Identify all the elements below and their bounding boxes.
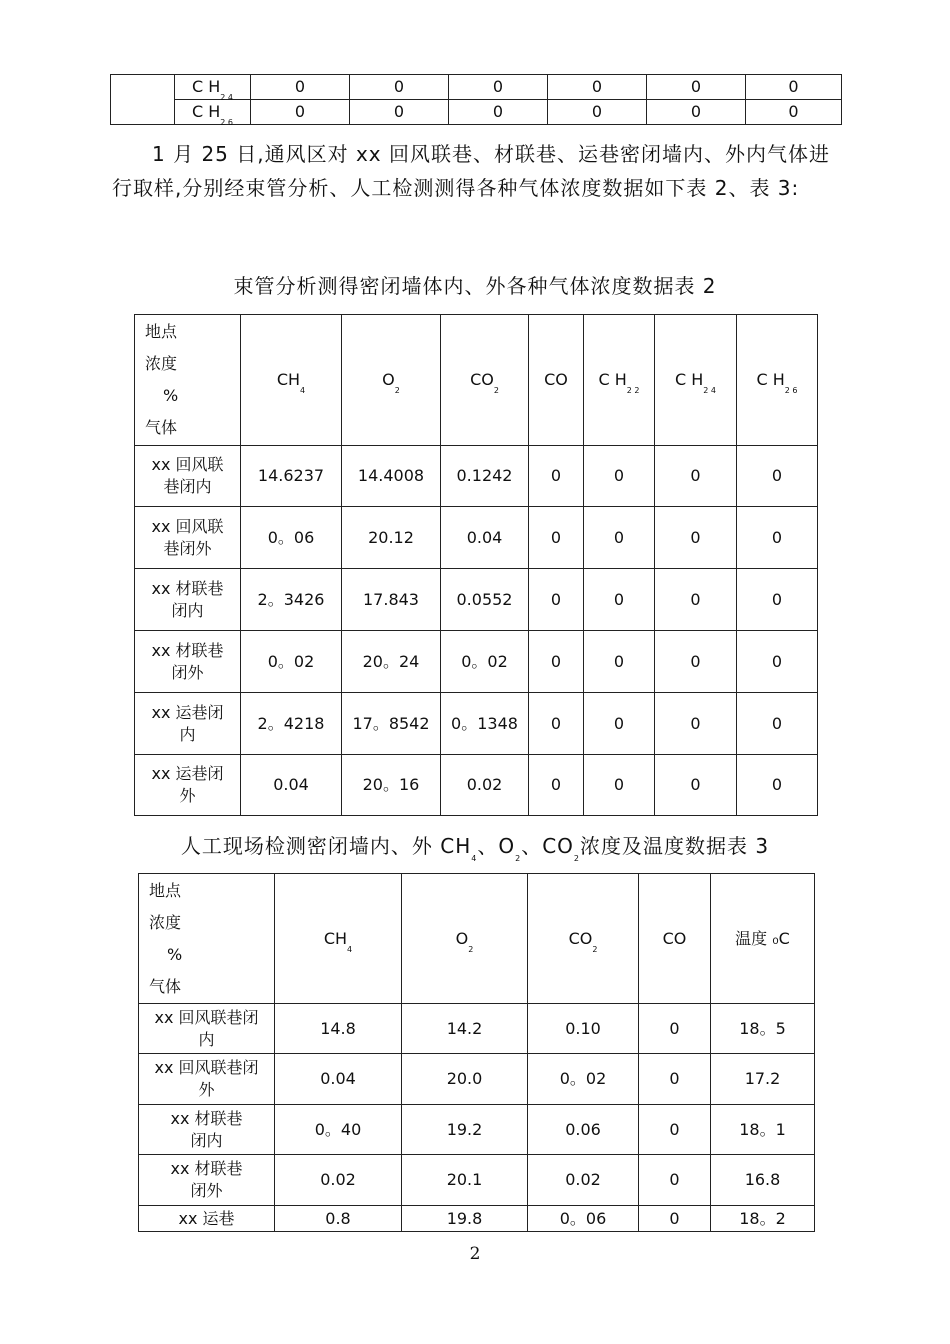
table-cell: 14.2: [402, 1004, 528, 1054]
table-cell: 0: [655, 755, 737, 816]
table-cell: 0: [529, 755, 584, 816]
table-cell: 0。02: [241, 631, 342, 693]
table-cell: 0: [251, 100, 350, 125]
table-cell: 0: [639, 1105, 711, 1155]
table-cell: 20.0: [402, 1054, 528, 1105]
location-cell: xx 回风联巷闭 外: [139, 1054, 275, 1105]
column-header: $CO_2$: [528, 874, 639, 1004]
table-cell: 2。4218: [241, 693, 342, 755]
table-cell: 0。40: [275, 1105, 402, 1155]
table-cell: 0: [449, 75, 548, 100]
table-cell: 0: [529, 693, 584, 755]
table-cell: 18。5: [711, 1004, 815, 1054]
table-cell: [111, 75, 175, 125]
location-cell: xx 运巷闭 内: [135, 693, 241, 755]
table-cell: 0.0552: [441, 569, 529, 631]
page-number: 2: [469, 1244, 481, 1264]
table-cell: 0。02: [441, 631, 529, 693]
column-header: $CH_4$: [275, 874, 402, 1004]
table-cell: 0: [548, 75, 647, 100]
table-cell: 0: [529, 631, 584, 693]
location-cell: xx 材联巷 闭外: [135, 631, 241, 693]
gas-label: C $H_{2 6}$: [175, 100, 251, 125]
table3-caption: 人工现场检测密闭墙内、外 $CH_4$、$O_2$、$CO_2$浓度及温度数据表 3: [180, 834, 770, 863]
table-cell: 18。1: [711, 1105, 815, 1155]
table-row: [139, 1105, 815, 1155]
location-cell: xx 回风联 巷闭外: [135, 507, 241, 569]
table-cell: 0: [584, 507, 655, 569]
table-cell: 0: [251, 75, 350, 100]
table-cell: 0: [548, 100, 647, 125]
table-cell: 17.843: [342, 569, 441, 631]
column-header: C $H_{2 4}$: [655, 315, 737, 446]
table2-caption: 束管分析测得密闭墙体内、外各种气体浓度数据表 2: [233, 274, 717, 298]
table-cell: 0: [584, 693, 655, 755]
table-cell: 0。06: [528, 1206, 639, 1232]
table-cell: 0: [746, 75, 842, 100]
location-cell: xx 回风联 巷闭内: [135, 446, 241, 507]
table-row: [111, 75, 842, 100]
table-cell: 0: [655, 693, 737, 755]
column-header: CO: [529, 315, 584, 446]
top-table: [110, 74, 842, 125]
table-row: [135, 446, 818, 507]
body-paragraph: 1 月 25 日,通风区对 xx 回风联巷、材联巷、运巷密闭墙内、外内气体进行取样,分别经束管分析、人工检测测得各种气体浓度数据如下表 2、表 3:: [112, 142, 830, 200]
location-cell: xx 材联巷 闭内: [135, 569, 241, 631]
column-header: C $H_{2 2}$: [584, 315, 655, 446]
location-cell: xx 运巷: [139, 1206, 275, 1232]
table-cell: 14.6237: [241, 446, 342, 507]
table-cell: 16.8: [711, 1155, 815, 1206]
table-cell: 17.2: [711, 1054, 815, 1105]
table2: [134, 314, 818, 816]
table-cell: 0.8: [275, 1206, 402, 1232]
table-cell: 0: [655, 631, 737, 693]
table-cell: 0: [655, 507, 737, 569]
table-cell: 0: [737, 507, 818, 569]
location-cell: xx 材联巷 闭内: [139, 1105, 275, 1155]
table-cell: 0: [737, 755, 818, 816]
table-cell: 20。16: [342, 755, 441, 816]
table-cell: 14.8: [275, 1004, 402, 1054]
table-cell: 0.06: [528, 1105, 639, 1155]
table-cell: 0.1242: [441, 446, 529, 507]
table-row: [135, 755, 818, 816]
table-cell: 0: [639, 1054, 711, 1105]
table-row: [111, 100, 842, 125]
column-header: $O_2$: [402, 874, 528, 1004]
table-cell: 0: [584, 755, 655, 816]
table-cell: 0: [529, 507, 584, 569]
table-row: [135, 631, 818, 693]
table-cell: 0。1348: [441, 693, 529, 755]
column-header: $CH_4$: [241, 315, 342, 446]
table-cell: 0: [350, 100, 449, 125]
table3: [138, 873, 815, 1232]
column-header: CO: [639, 874, 711, 1004]
table-row: [139, 1054, 815, 1105]
table-row: [139, 1155, 815, 1206]
header-corner-cell: 地点 浓度 % 气体: [139, 874, 275, 1004]
table-cell: 20.1: [402, 1155, 528, 1206]
table-row: [135, 507, 818, 569]
table-header-row: [135, 315, 818, 446]
table-header-row: [139, 874, 815, 1004]
table-cell: 0: [737, 446, 818, 507]
table-cell: 0.02: [528, 1155, 639, 1206]
table-cell: 0: [350, 75, 449, 100]
table-row: [135, 693, 818, 755]
table-cell: 0: [737, 693, 818, 755]
table-cell: 2。3426: [241, 569, 342, 631]
table-cell: 0.04: [275, 1054, 402, 1105]
table-cell: 19.2: [402, 1105, 528, 1155]
table-cell: 0: [655, 446, 737, 507]
table-row: [135, 569, 818, 631]
table-cell: 0: [639, 1004, 711, 1054]
table-cell: 0: [647, 100, 746, 125]
table-cell: 0: [529, 446, 584, 507]
header-corner-cell: 地点 浓度 % 气体: [135, 315, 241, 446]
table-cell: 20。24: [342, 631, 441, 693]
table-cell: 0: [746, 100, 842, 125]
table-cell: 0: [737, 631, 818, 693]
table-cell: 0: [529, 569, 584, 631]
table-cell: 0: [639, 1206, 711, 1232]
location-cell: xx 运巷闭 外: [135, 755, 241, 816]
table-cell: 14.4008: [342, 446, 441, 507]
column-header: C $H_{2 6}$: [737, 315, 818, 446]
table-cell: 0: [449, 100, 548, 125]
table-cell: 0: [737, 569, 818, 631]
table-cell: 20.12: [342, 507, 441, 569]
table-cell: 0.02: [275, 1155, 402, 1206]
table-cell: 0: [584, 569, 655, 631]
column-header: $O_2$: [342, 315, 441, 446]
table-cell: 0: [647, 75, 746, 100]
table-row: [139, 1004, 815, 1054]
column-header: $CO_2$: [441, 315, 529, 446]
table-cell: 0: [639, 1155, 711, 1206]
table-cell: 19.8: [402, 1206, 528, 1232]
location-cell: xx 材联巷 闭外: [139, 1155, 275, 1206]
table-cell: 0: [655, 569, 737, 631]
table-cell: 0。06: [241, 507, 342, 569]
table-cell: 0: [584, 631, 655, 693]
table-cell: 0.04: [441, 507, 529, 569]
table-row: [139, 1206, 815, 1232]
table-cell: 0.04: [241, 755, 342, 816]
gas-label: C $H_{2 4}$: [175, 75, 251, 100]
table-cell: 18。2: [711, 1206, 815, 1232]
table-cell: 0.02: [441, 755, 529, 816]
table-cell: 0.10: [528, 1004, 639, 1054]
column-header: 温度 ₀C: [711, 874, 815, 1004]
table-cell: 0: [584, 446, 655, 507]
table-cell: 0。02: [528, 1054, 639, 1105]
location-cell: xx 回风联巷闭 内: [139, 1004, 275, 1054]
table-cell: 17。8542: [342, 693, 441, 755]
